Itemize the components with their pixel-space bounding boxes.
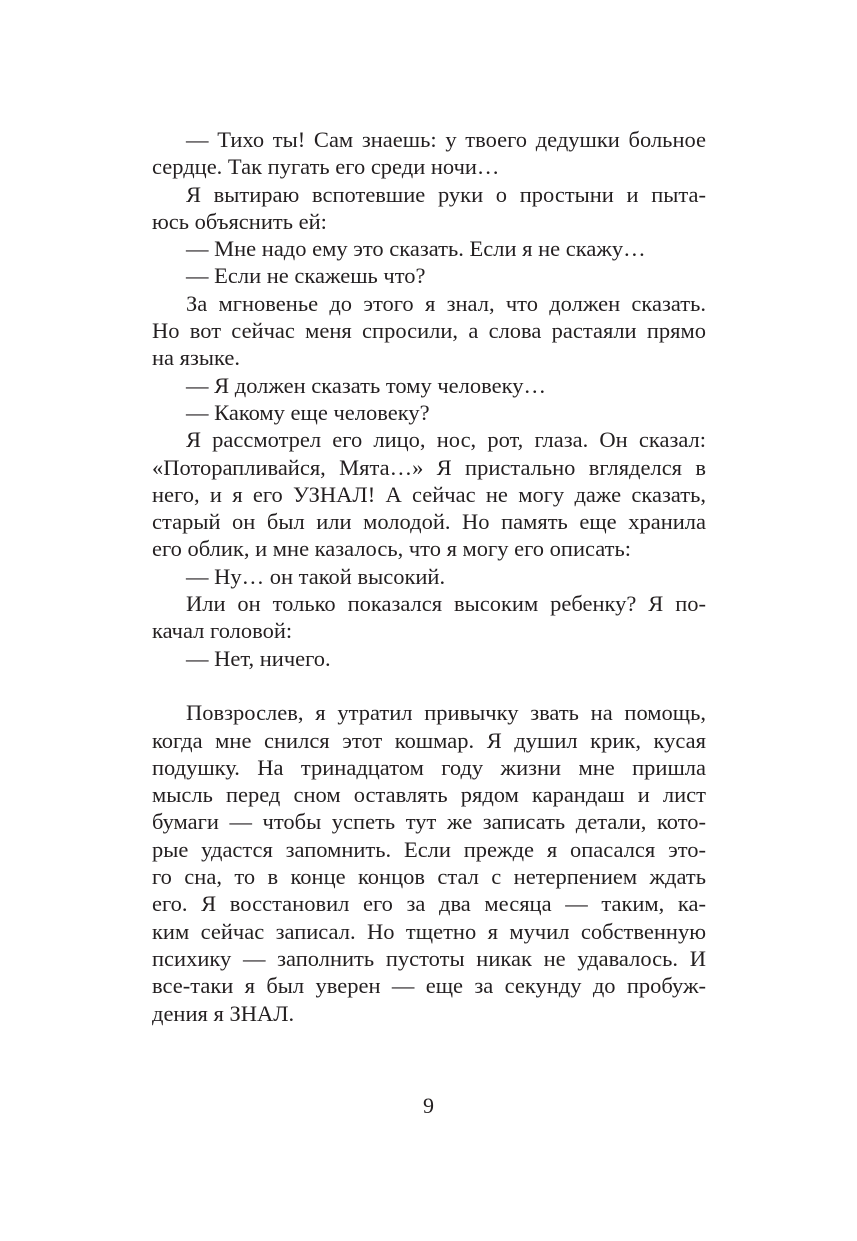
page-text [152, 126, 706, 1027]
text-line: — Тихо ты! Сам знаешь: у твоего дедушки больное [186, 127, 706, 152]
text-line: «Поторапливайся, Мята…» Я пристально вгляделся в [152, 454, 706, 480]
text-line: — Если не скажешь что? [186, 263, 426, 289]
text-line: мысль перед сном оставлять рядом карандаш и лист [152, 782, 706, 808]
text-line: Я рассмотрел его лицо, нос, рот, глаза. Он сказал: [186, 427, 706, 453]
text-line: рые удастся запомнить. Если прежде я опасался это- [152, 836, 706, 862]
text-line: бумаги — чтобы успеть тут же записать детали, кото- [152, 809, 706, 835]
text-line: — Я должен сказать тому человеку… [186, 372, 546, 398]
text-line: — Нет, ничего. [186, 645, 331, 671]
text-line: сердце. Так пугать его среди ночи… [152, 154, 500, 180]
text-line: старый он был или молодой. Но память еще хранила [152, 509, 706, 535]
text-line: Повзрослев, я утратил привычку звать на помощь, [186, 700, 706, 726]
text-line: юсь объяснить ей: [152, 208, 327, 234]
text-line: него, и я его УЗНАЛ! А сейчас не могу даже сказать, [152, 481, 706, 507]
text-line: — Ну… он такой высокий. [186, 563, 446, 589]
text-line: качал головой: [152, 618, 293, 644]
text-line: подушку. На тринадцатом году жизни мне пришла [152, 754, 706, 780]
text-line: ким сейчас записал. Но тщетно я мучил собственную [152, 918, 706, 944]
text-line: на языке. [152, 345, 240, 371]
text-line: Я вытираю вспотевшие руки о простыни и пыта- [186, 181, 706, 207]
text-line: все-таки я был уверен — еще за секунду до пробуж- [152, 973, 706, 999]
text-line: За мгновенье до этого я знал, что должен сказать. [186, 290, 706, 316]
text-line: — Мне надо ему это сказать. Если я не скажу… [186, 236, 646, 262]
text-line: го сна, то в конце концов стал с нетерпением ждать [152, 864, 706, 890]
text-line: — Какому еще человеку? [186, 399, 430, 425]
text-line: Или он только показался высоким ребенку? Я по- [186, 591, 706, 617]
text-line: его облик, и мне казалось, что я могу его описать: [152, 536, 632, 562]
text-line: когда мне снился этот кошмар. Я душил крик, кусая [152, 727, 706, 753]
text-line: Но вот сейчас меня спросили, а слова растаяли прямо [152, 318, 706, 344]
text-line: дения я ЗНАЛ. [152, 1000, 295, 1026]
text-line: его. Я восстановил его за два месяца — таким, ка- [152, 891, 706, 917]
page-number: 9 [423, 1093, 434, 1118]
text-line: психику — заполнить пустоты никак не удавалось. И [152, 945, 706, 971]
